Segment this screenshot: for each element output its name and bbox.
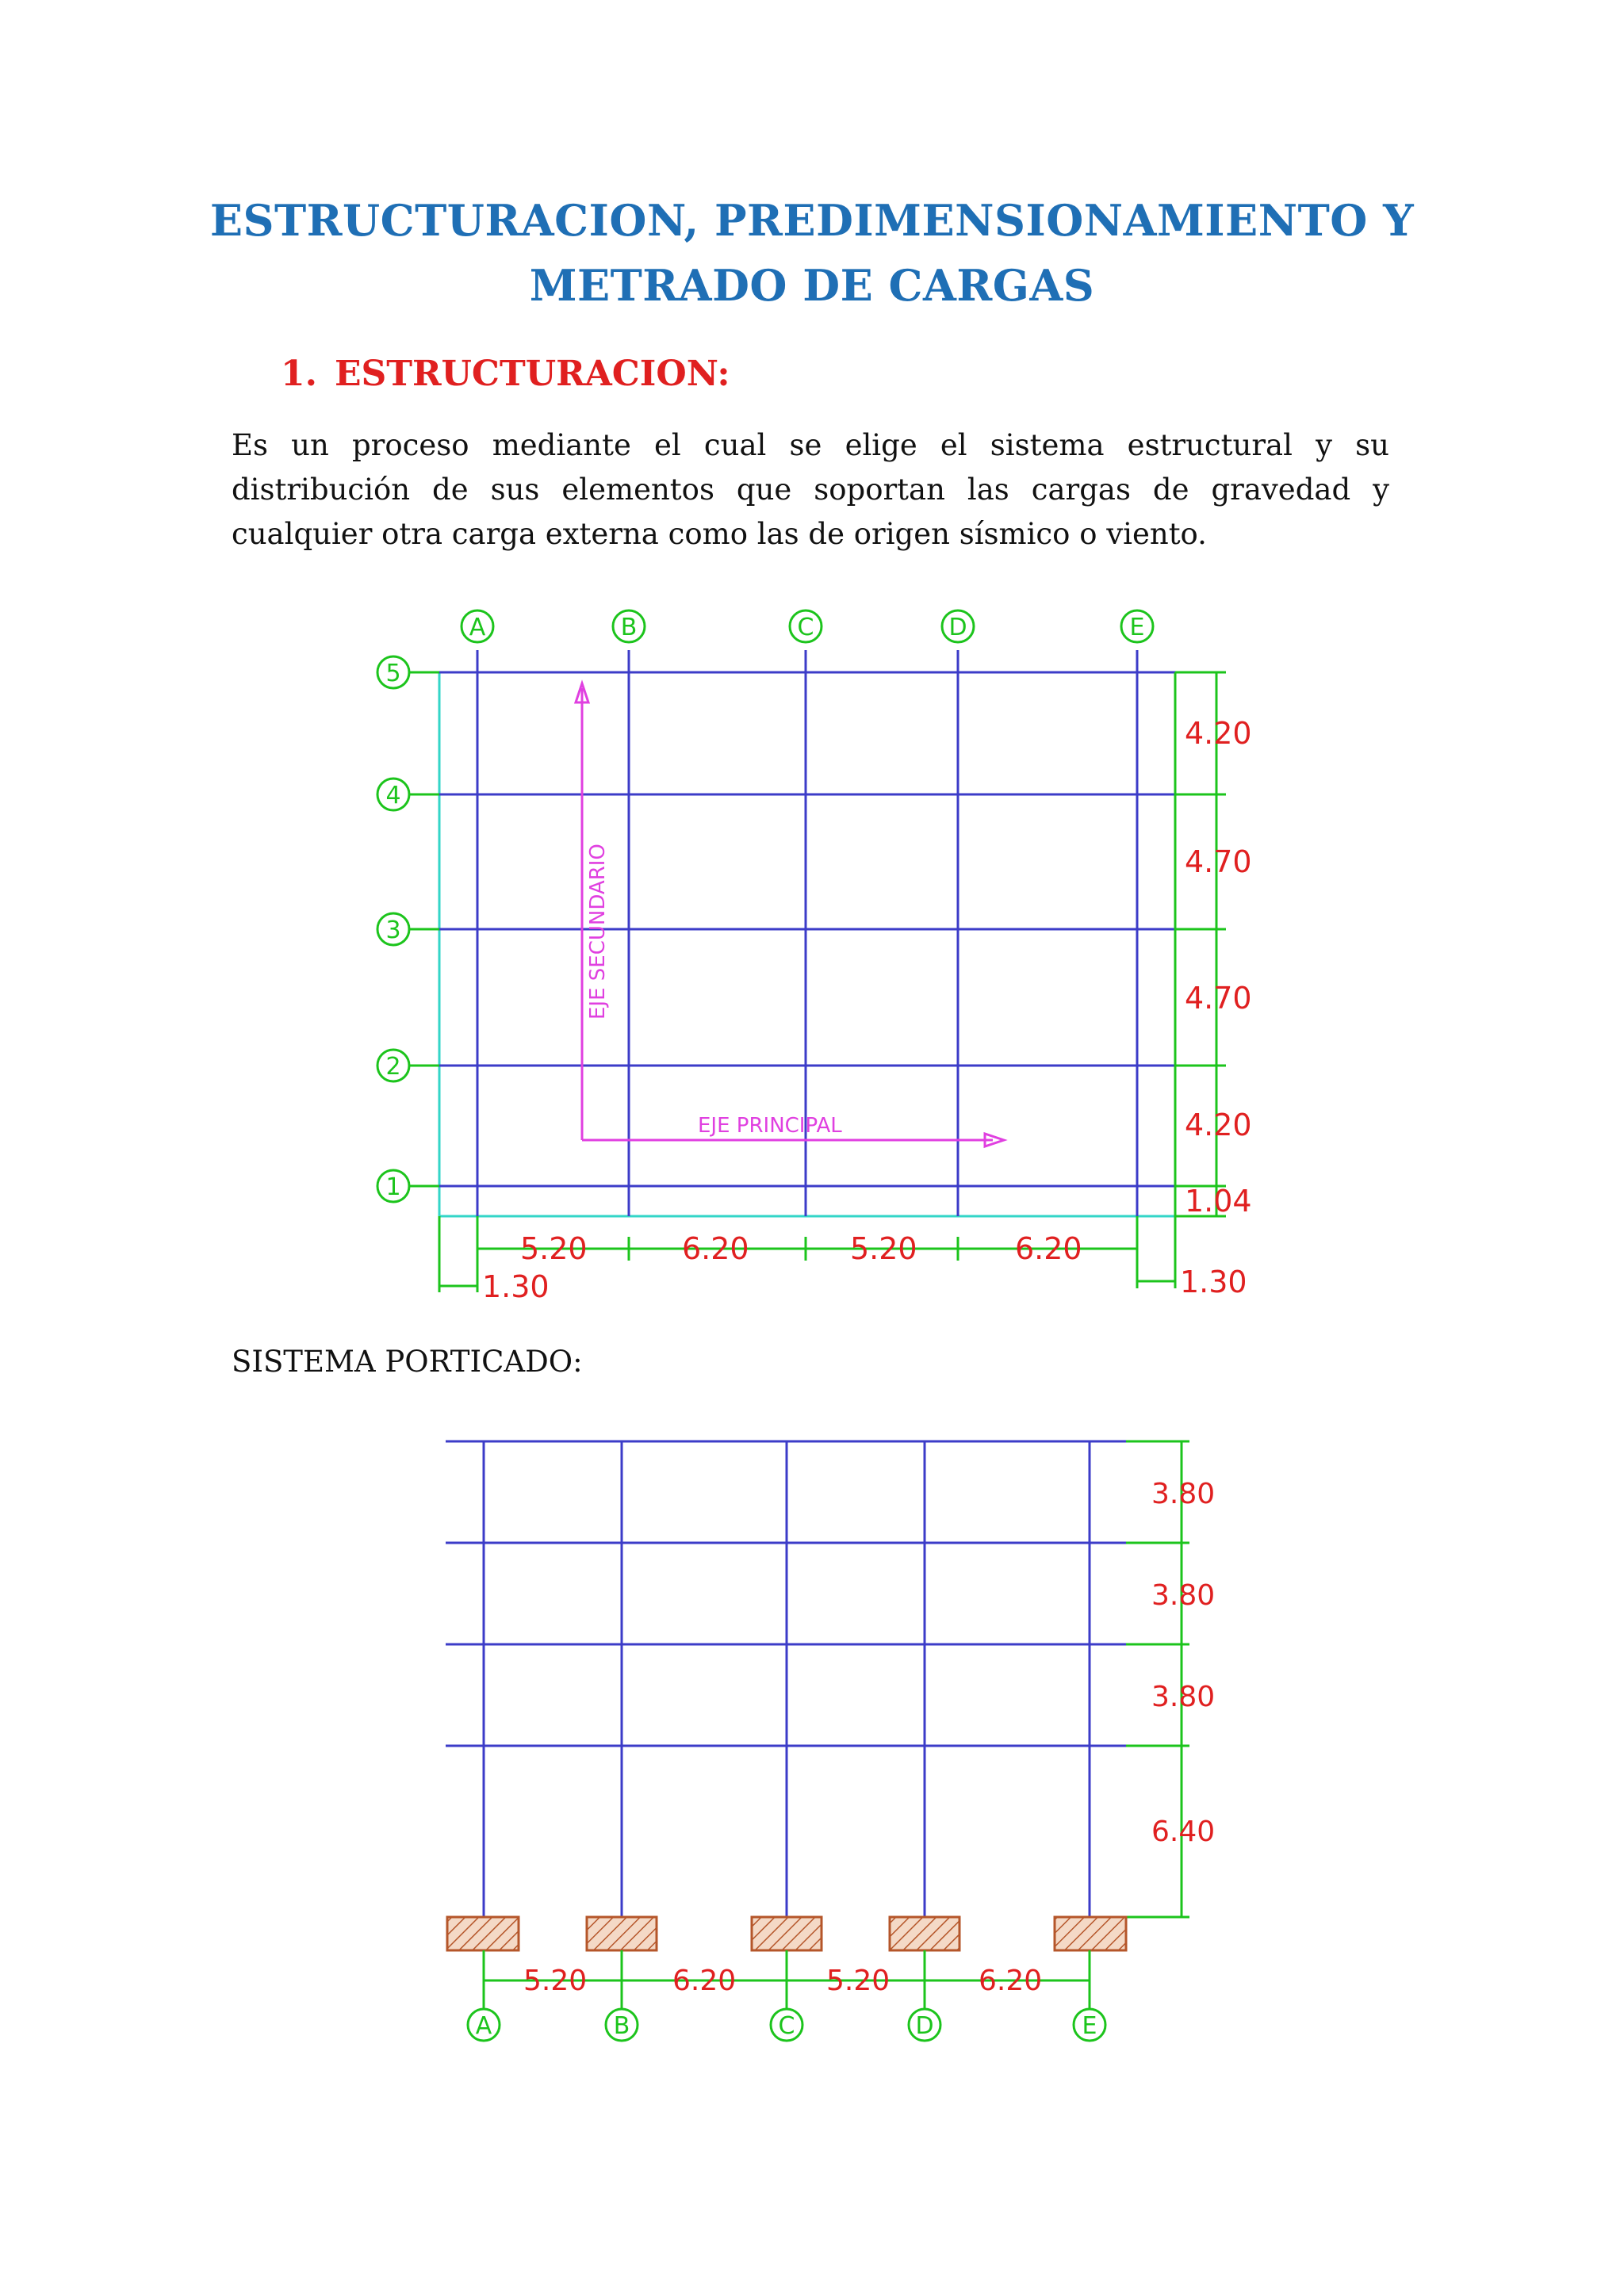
elevation-story-dim-4: 6.40: [1151, 1816, 1216, 1848]
plan-horizontal-dim-1: 5.20: [520, 1231, 588, 1266]
elevation-bay-dim-3: 5.20: [826, 1965, 891, 1997]
elevation-columns: [484, 1441, 1090, 1917]
footing-a: [447, 1917, 519, 1950]
plan-view: [377, 610, 1252, 1304]
plan-axis-label-3: 3: [385, 916, 401, 944]
elevation-story-dim-3: 3.80: [1151, 1681, 1216, 1713]
elevation-axis-label-d: D: [915, 2012, 934, 2040]
plan-axis-label-d: D: [948, 614, 967, 641]
footing-d: [890, 1917, 959, 1950]
elevation-bay-dim-4: 6.20: [979, 1965, 1043, 1997]
plan-axis-label-a: A: [469, 614, 486, 641]
footing-c: [752, 1917, 822, 1950]
plan-axis-label-b: B: [620, 614, 638, 641]
section-number: 1.: [281, 354, 317, 394]
eje-secundario-label: EJE SECUNDARIO: [586, 844, 610, 1020]
elevation-axis-label-b: B: [613, 2012, 630, 2040]
plan-vertical-dim-4: 4.20: [1185, 1108, 1252, 1142]
elevation-bay-dim-1: 5.20: [523, 1965, 588, 1997]
elevation-view: [446, 1441, 1215, 2041]
elevation-axis-label-e: E: [1082, 2012, 1097, 2040]
plan-overhang-right: 1.30: [1180, 1265, 1247, 1299]
plan-horizontal-dim-2: 6.20: [682, 1231, 749, 1266]
plan-horizontal-dim-3: 5.20: [850, 1231, 917, 1266]
elevation-axis-label-c: C: [778, 2012, 795, 2040]
plan-axis-label-2: 2: [385, 1053, 401, 1081]
plan-vertical-dim-2: 4.70: [1185, 844, 1252, 879]
elevation-axis-label-a: A: [475, 2012, 492, 2040]
section-title: ESTRUCTURACION:: [334, 354, 730, 394]
plan-axis-label-5: 5: [385, 660, 401, 687]
elevation-story-dim-1: 3.80: [1151, 1478, 1216, 1510]
plan-vertical-dim-1: 4.20: [1185, 716, 1252, 751]
document-title-line-1: ESTRUCTURACION, PREDIMENSIONAMIENTO Y: [209, 195, 1415, 246]
plan-row-lines: [439, 672, 1175, 1186]
plan-overhang-left: 1.30: [482, 1269, 550, 1304]
elevation-footings: [447, 1917, 1126, 1950]
footing-e: [1055, 1917, 1126, 1950]
plan-axis-label-4: 4: [385, 782, 401, 809]
sistema-porticado-caption: SISTEMA PORTICADO:: [232, 1345, 583, 1379]
plan-axis-label-e: E: [1129, 614, 1145, 641]
footing-b: [587, 1917, 657, 1950]
plan-vertical-dim-5: 1.04: [1185, 1184, 1252, 1219]
eje-principal-label: EJE PRINCIPAL: [698, 1114, 842, 1138]
plan-direction-arrows: [582, 688, 993, 1140]
document-title-line-2: METRADO DE CARGAS: [529, 260, 1095, 311]
plan-axis-label-c: C: [797, 614, 814, 641]
plan-row-leaders: [409, 672, 439, 1186]
elevation-bay-dim-2: 6.20: [672, 1965, 737, 1997]
elevation-story-dim-2: 3.80: [1151, 1579, 1216, 1612]
intro-paragraph: Es un proceso mediante el cual se elige el sistema estructural y su distribución de sus elementos que soportan las cargas de gravedad y cualquier otra carga externa como las de origen sísmico o viento.: [232, 428, 1389, 551]
plan-vertical-dim-3: 4.70: [1185, 981, 1252, 1016]
plan-axis-label-1: 1: [385, 1173, 401, 1201]
plan-horizontal-dim-4: 6.20: [1015, 1231, 1082, 1266]
